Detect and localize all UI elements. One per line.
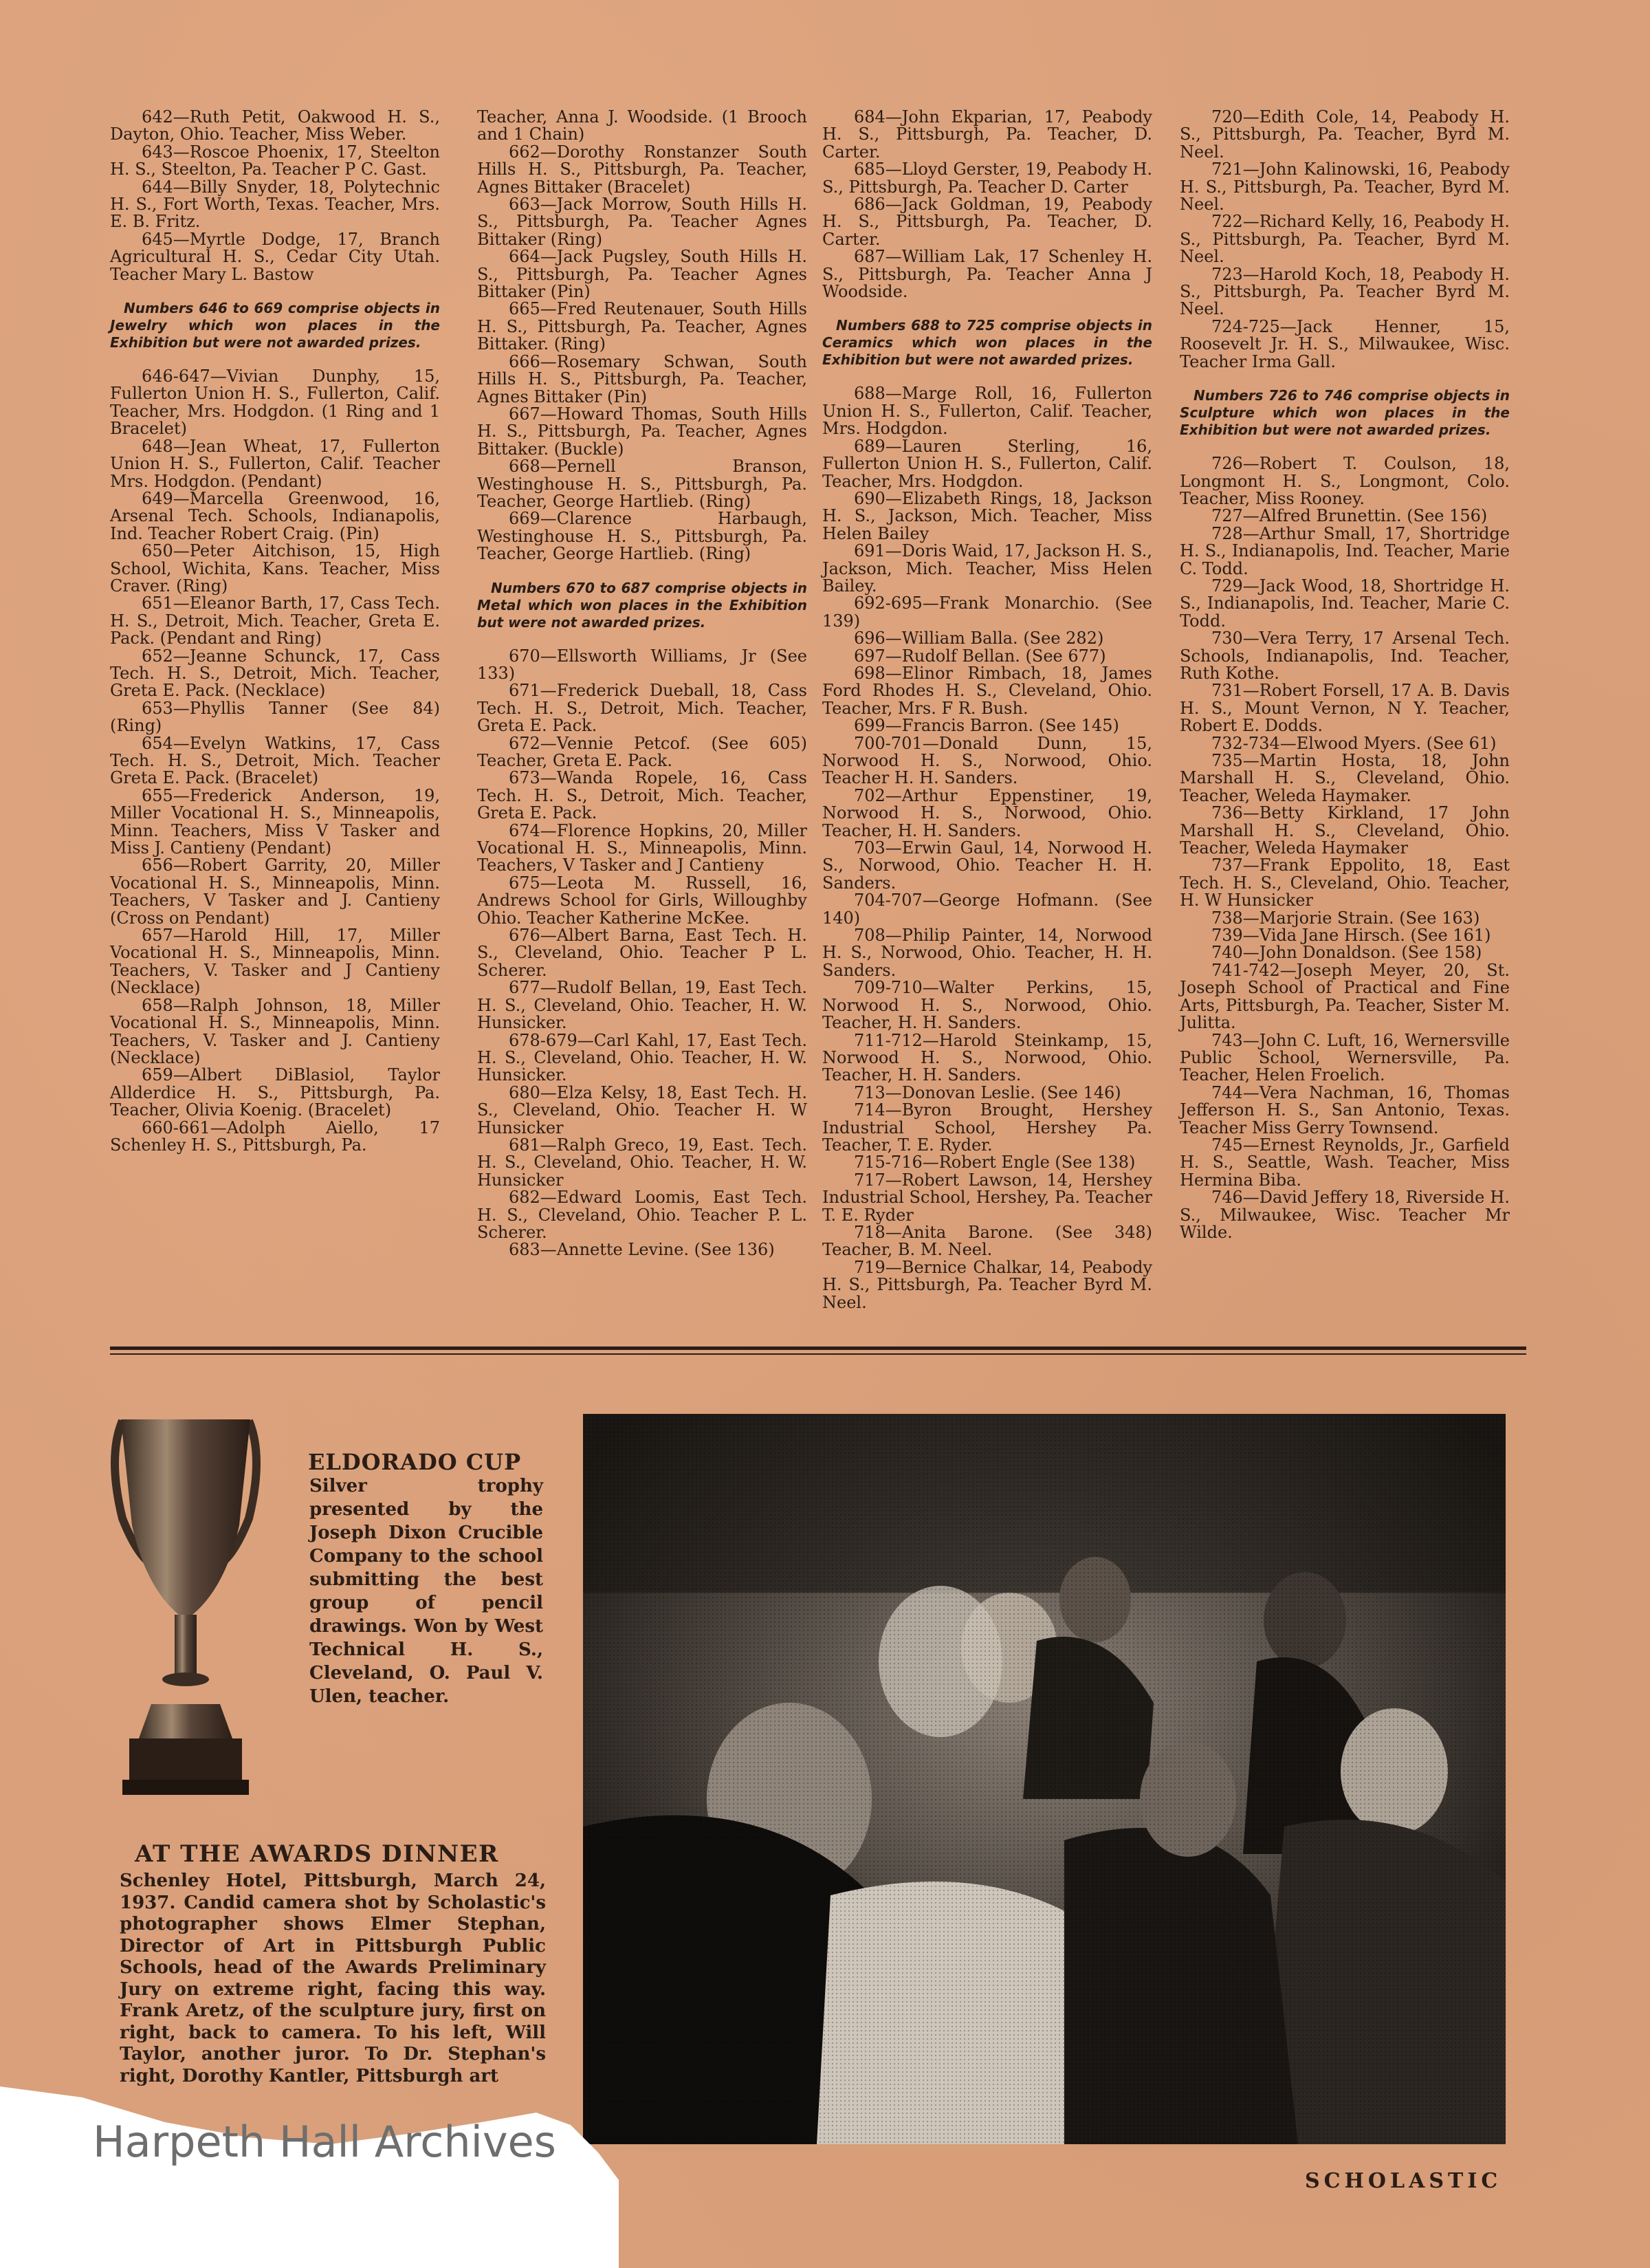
entry-listing: 735—Martin Hosta, 18, John Marshall H. S., Cleveland, Ohio. Teacher, Weleda Haymaker.	[1180, 751, 1510, 805]
listing-column-4	[1180, 109, 1510, 1241]
entry-listing: 728—Arthur Small, 17, Shortridge H. S., Indianapolis, Ind. Teacher, Marie C. Todd.	[1180, 523, 1510, 578]
entry-listing: 696—William Balla. (See 282)	[854, 629, 1104, 648]
dinner-caption-text: Schenley Hotel, Pittsburgh, March 24, 1937. Candid camera shot by Scholastic's photographer shows Elmer Stephan, Director of Art in Pittsburgh Public Schools, head of the Awards Preliminary Jury on extreme right, facing this way. Frank Aretz, of the sculpture jury, first on right, back to camera. To his left, Will Taylor, another juror. To Dr. Stephan's right, Dorothy Kantler, Pittsburgh art	[120, 1871, 546, 2086]
entry-listing: 732-734—Elwood Myers. (See 61)	[1211, 733, 1497, 753]
entry-listing: 671—Frederick Dueball, 18, Cass Tech. H. S., Detroit, Mich. Teacher, Greta E. Pack.	[477, 681, 807, 736]
entry-listing: 740—John Donaldson. (See 158)	[1211, 943, 1482, 963]
listing-column-3	[822, 109, 1152, 1311]
entry-listing: 654—Evelyn Watkins, 17, Cass Tech. H. S., Detroit, Mich. Teacher Greta E. Pack. (Bracelet)	[110, 733, 440, 788]
entry-listing: 681—Ralph Greco, 19, East. Tech. H. S., Cleveland, Ohio. Teacher, H. W. Hunsicker	[477, 1135, 807, 1190]
entry-listing: 713—Donovan Leslie. (See 146)	[854, 1082, 1121, 1102]
entry-listing: 717—Robert Lawson, 14, Hershey Industrial School, Hershey, Pa. Teacher T. E. Ryder	[822, 1170, 1152, 1225]
entry-listing: 680—Elza Kelsy, 18, East Tech. H. S., Cleveland, Ohio. Teacher H. W Hunsicker	[477, 1082, 807, 1137]
entry-listing: 704-707—George Hofmann. (See 140)	[822, 891, 1152, 928]
entry-listing: 743—John C. Luft, 16, Wernersville Public School, Wernersville, Pa. Teacher, Helen Froelich.	[1180, 1030, 1510, 1085]
entry-listing: 642—Ruth Petit, Oakwood H. S., Dayton, Ohio. Teacher, Miss Weber.	[110, 107, 440, 144]
entry-listing: 738—Marjorie Strain. (See 163)	[1211, 908, 1480, 928]
trophy-cup-photo	[102, 1415, 270, 1807]
entry-listing: 673—Wanda Ropele, 16, Cass Tech. H. S., Detroit, Mich. Teacher, Greta E. Pack.	[477, 768, 807, 823]
entry-listing: 686—Jack Goldman, 19, Peabody H. S., Pittsburgh, Pa. Teacher, D. Carter.	[822, 195, 1152, 249]
entry-listing: 678-679—Carl Kahl, 17, East Tech. H. S., Cleveland, Ohio. Teacher, H. W. Hunsicker.	[477, 1030, 807, 1085]
entry-listing: 667—Howard Thomas, South Hills H. S., Pittsburgh, Pa. Teacher, Agnes Bittaker. (Buckle)	[477, 404, 807, 459]
entry-listing: 645—Myrtle Dodge, 17, Branch Agricultural H. S., Cedar City Utah. Teacher Mary L. Bastow	[110, 229, 440, 284]
entry-listing: 690—Elizabeth Rings, 18, Jackson H. S., Jackson, Mich. Teacher, Miss Helen Bailey	[822, 488, 1152, 543]
entry-listing: 672—Vennie Petcof. (See 605) Teacher, Greta E. Pack.	[477, 733, 807, 770]
entry-listing: 709-710—Walter Perkins, 15, Norwood H. S., Norwood, Ohio. Teacher, H. H. Sanders.	[822, 978, 1152, 1033]
entry-listing: 711-712—Harold Steinkamp, 15, Norwood H. S., Norwood, Ohio. Teacher, H. H. Sanders.	[822, 1030, 1152, 1085]
entry-listing: 652—Jeanne Schunck, 17, Cass Tech. H. S., Detroit, Mich. Teacher, Greta E. Pack. (Necklace)	[110, 646, 440, 701]
awards-dinner-photo	[583, 1414, 1506, 2144]
listing-column-2	[477, 109, 807, 1259]
entry-listing: 670—Ellsworth Williams, Jr (See 133)	[477, 646, 807, 683]
entry-listing: 649—Marcella Greenwood, 16, Arsenal Tech. Schools, Indianapolis, Ind. Teacher Robert Craig. (Pin)	[110, 488, 440, 543]
entry-listing: 714—Byron Brought, Hershey Industrial School, Hershey Pa. Teacher, T. E. Ryder.	[822, 1100, 1152, 1155]
entry-listing: 745—Ernest Reynolds, Jr., Garfield H. S., Seattle, Wash. Teacher, Miss Hermina Biba.	[1180, 1135, 1510, 1190]
entry-listing: 718—Anita Barone. (See 348) Teacher, B. M. Neel.	[822, 1222, 1152, 1260]
entry-listing: 650—Peter Aitchison, 15, High School, Wichita, Kans. Teacher, Miss Craver. (Ring)	[110, 541, 440, 596]
cup-caption-title: ELDORADO CUP	[308, 1449, 522, 1475]
entry-listing: 698—Elinor Rimbach, 18, James Ford Rhodes H. S., Cleveland, Ohio. Teacher, Mrs. F R. Bush.	[822, 663, 1152, 718]
section-divider-thick	[110, 1346, 1526, 1350]
entry-listing: 687—William Lak, 17 Schenley H. S., Pittsburgh, Pa. Teacher Anna J Woodside.	[822, 247, 1152, 302]
entry-listing: 648—Jean Wheat, 17, Fullerton Union H. S., Fullerton, Calif. Teacher Mrs. Hodgdon. (Pendant)	[110, 436, 440, 491]
entry-listing: 644—Billy Snyder, 18, Polytechnic H. S., Fort Worth, Texas. Teacher, Mrs. E. B. Fritz.	[110, 177, 440, 232]
entry-listing: 664—Jack Pugsley, South Hills H. S., Pittsburgh, Pa. Teacher Agnes Bittaker (Pin)	[477, 247, 807, 302]
entry-listing: Teacher, Anna J. Woodside. (1 Brooch and 1 Chain)	[477, 107, 807, 144]
entry-listing: 729—Jack Wood, 18, Shortridge H. S., Indianapolis, Ind. Teacher, Marie C. Todd.	[1180, 576, 1510, 631]
entry-listing: 665—Fred Reutenauer, South Hills H. S., Pittsburgh, Pa. Teacher, Agnes Bittaker. (Ring)	[477, 299, 807, 354]
entry-listing: 715-716—Robert Engle (See 138)	[854, 1153, 1136, 1173]
entry-listing: 739—Vida Jane Hirsch. (See 161)	[1211, 926, 1491, 946]
section-divider-thin	[110, 1353, 1526, 1355]
entry-listing: 697—Rudolf Bellan. (See 677)	[854, 646, 1106, 666]
entry-listing: 643—Roscoe Phoenix, 17, Steelton H. S., Steelton, Pa. Teacher P C. Gast.	[110, 142, 440, 179]
entry-listing: 674—Florence Hopkins, 20, Miller Vocational H. S., Minneapolis, Minn. Teachers, V Tasker and J Cantieny	[477, 820, 807, 875]
category-note: Numbers 670 to 687 comprise objects in Metal which won places in the Exhibition but were not awarded prizes.	[477, 579, 807, 631]
dinner-photo-scene	[583, 1414, 1506, 2144]
entry-listing: 724-725—Jack Henner, 15, Roosevelt Jr. H. S., Milwaukee, Wisc. Teacher Irma Gall.	[1180, 316, 1510, 371]
entry-listing: 651—Eleanor Barth, 17, Cass Tech. H. S., Detroit, Mich. Teacher, Greta E. Pack. (Pendant and Ring)	[110, 593, 440, 648]
entry-listing: 744—Vera Nachman, 16, Thomas Jefferson H. S., San Antonio, Texas. Teacher Miss Gerry Townsend.	[1180, 1082, 1510, 1137]
entry-listing: 646-647—Vivian Dunphy, 15, Fullerton Union H. S., Fullerton, Calif. Teacher, Mrs. Hodgdon. (1 Ring and 1 Bracelet)	[110, 367, 440, 439]
entry-listing: 658—Ralph Johnson, 18, Miller Vocational H. S., Minneapolis, Minn. Teachers, V. Tasker and J. Cantieny (Necklace)	[110, 995, 440, 1067]
entry-listing: 684—John Ekparian, 17, Peabody H. S., Pittsburgh, Pa. Teacher, D. Carter.	[822, 107, 1152, 162]
entry-listing: 677—Rudolf Bellan, 19, East Tech. H. S., Cleveland, Ohio. Teacher, H. W. Hunsicker.	[477, 978, 807, 1033]
entry-listing: 741-742—Joseph Meyer, 20, St. Joseph School of Practical and Fine Arts, Pittsburgh, Pa. Teacher, Sister M. Julitta.	[1180, 960, 1510, 1033]
entry-listing: 653—Phyllis Tanner (See 84) (Ring)	[110, 698, 440, 736]
entry-listing: 702—Arthur Eppenstiner, 19, Norwood H. S., Norwood, Ohio. Teacher, H. H. Sanders.	[822, 785, 1152, 840]
entry-listing: 700-701—Donald Dunn, 15, Norwood H. S., Norwood, Ohio. Teacher H. H. Sanders.	[822, 733, 1152, 788]
entry-listing: 682—Edward Loomis, East Tech. H. S., Cleveland, Ohio. Teacher P. L. Scherer.	[477, 1188, 807, 1242]
entry-listing: 730—Vera Terry, 17 Arsenal Tech. Schools, Indianapolis, Ind. Teacher, Ruth Kothe.	[1180, 629, 1510, 683]
entry-listing: 691—Doris Waid, 17, Jackson H. S., Jackson, Mich. Teacher, Miss Helen Bailey.	[822, 541, 1152, 596]
entry-listing: 656—Robert Garrity, 20, Miller Vocational H. S., Minneapolis, Minn. Teachers, V Tasker and J. Cantieny (Cross on Pendant)	[110, 855, 440, 928]
entry-listing: 683—Annette Levine. (See 136)	[509, 1240, 775, 1260]
entry-listing: 657—Harold Hill, 17, Miller Vocational H. S., Minneapolis, Minn. Teachers, V. Tasker and J Cantieny (Necklace)	[110, 926, 440, 998]
entry-listing: 722—Richard Kelly, 16, Peabody H. S., Pittsburgh, Pa. Teacher, Byrd M. Neel.	[1180, 212, 1510, 267]
category-note: Numbers 646 to 669 comprise objects in Jewelry which won places in the Exhibition but were not awarded prizes.	[110, 300, 440, 351]
entry-listing: 676—Albert Barna, East Tech. H. S., Cleveland, Ohio. Teacher P L. Scherer.	[477, 926, 807, 980]
entry-listing: 703—Erwin Gaul, 14, Norwood H. S., Norwood, Ohio. Teacher H. H. Sanders.	[822, 838, 1152, 893]
entry-listing: 736—Betty Kirkland, 17 John Marshall H. S., Cleveland, Ohio. Teacher, Weleda Haymaker	[1180, 803, 1510, 858]
entry-listing: 692-695—Frank Monarchio. (See 139)	[822, 593, 1152, 631]
listing-column-1	[110, 109, 440, 1154]
entry-listing: 663—Jack Morrow, South Hills H. S., Pittsburgh, Pa. Teacher Agnes Bittaker (Ring)	[477, 195, 807, 249]
entry-listing: 660-661—Adolph Aiello, 17 Schenley H. S., Pittsburgh, Pa.	[110, 1117, 440, 1155]
category-note: Numbers 726 to 746 comprise objects in Sculpture which won places in the Exhibition but were not awarded prizes.	[1180, 387, 1510, 439]
cup-caption-text: Silver trophy presented by the Joseph Dixon Crucible Company to the school submitting the best group of pencil drawings. Won by West Technical H. S., Cleveland, O. Paul V. Ulen, teacher.	[309, 1476, 543, 1707]
page-footer-publication: SCHOLASTIC	[1305, 2169, 1502, 2193]
entry-listing: 727—Alfred Brunettin. (See 156)	[1211, 506, 1488, 526]
entry-listing: 723—Harold Koch, 18, Peabody H. S., Pittsburgh, Pa. Teacher Byrd M. Neel.	[1180, 264, 1510, 319]
entry-listing: 659—Albert DiBlasiol, Taylor Allderdice H. S., Pittsburgh, Pa. Teacher, Olivia Koenig. (Bracelet)	[110, 1065, 440, 1120]
entry-listing: 669—Clarence Harbaugh, Westinghouse H. S., Pittsburgh, Pa. Teacher, George Hartlieb. (Ring)	[477, 509, 807, 564]
entry-listing: 655—Frederick Anderson, 19, Miller Vocational H. S., Minneapolis, Minn. Teachers, Miss V Tasker and Miss J. Cantieny (Pendant)	[110, 785, 440, 858]
entry-listing: 662—Dorothy Ronstanzer South Hills H. S., Pittsburgh, Pa. Teacher, Agnes Bittaker (Bracelet)	[477, 142, 807, 197]
entry-listing: 666—Rosemary Schwan, South Hills H. S., Pittsburgh, Pa. Teacher, Agnes Bittaker (Pin)	[477, 351, 807, 406]
archive-watermark: Harpeth Hall Archives	[93, 2117, 556, 2167]
entry-listing: 708—Philip Painter, 14, Norwood H. S., Norwood, Ohio. Teacher, H. H. Sanders.	[822, 926, 1152, 980]
category-note: Numbers 688 to 725 comprise objects in Ceramics which won places in the Exhibition but were not awarded prizes.	[822, 317, 1152, 369]
entry-listing: 668—Pernell Branson, Westinghouse H. S., Pittsburgh, Pa. Teacher, George Hartlieb. (Ring)	[477, 457, 807, 511]
entry-listing: 688—Marge Roll, 16, Fullerton Union H. S., Fullerton, Calif. Teacher, Mrs. Hodgdon.	[822, 384, 1152, 439]
entry-listing: 719—Bernice Chalkar, 14, Peabody H. S., Pittsburgh, Pa. Teacher Byrd M. Neel.	[822, 1257, 1152, 1312]
dinner-caption-title: AT THE AWARDS DINNER	[135, 1840, 499, 1868]
entry-listing: 699—Francis Barron. (See 145)	[854, 716, 1119, 736]
entry-listing: 685—Lloyd Gerster, 19, Peabody H. S., Pittsburgh, Pa. Teacher D. Carter	[822, 160, 1152, 197]
entry-listing: 675—Leota M. Russell, 16, Andrews School for Girls, Willoughby Ohio. Teacher Katherine McKee.	[477, 873, 807, 928]
entry-listing: 721—John Kalinowski, 16, Peabody H. S., Pittsburgh, Pa. Teacher, Byrd M. Neel.	[1180, 160, 1510, 215]
entry-listing: 746—David Jeffery 18, Riverside H. S., Milwaukee, Wisc. Teacher Mr Wilde.	[1180, 1188, 1510, 1242]
entry-listing: 689—Lauren Sterling, 16, Fullerton Union H. S., Fullerton, Calif. Teacher, Mrs. Hodgdon.	[822, 436, 1152, 491]
entry-listing: 720—Edith Cole, 14, Peabody H. S., Pittsburgh, Pa. Teacher, Byrd M. Neel.	[1180, 107, 1510, 162]
entry-listing: 731—Robert Forsell, 17 A. B. Davis H. S., Mount Vernon, N Y. Teacher, Robert E. Dodds.	[1180, 681, 1510, 736]
entry-listing: 726—Robert T. Coulson, 18, Longmont H. S., Longmont, Colo. Teacher, Miss Rooney.	[1180, 454, 1510, 508]
entry-listing: 737—Frank Eppolito, 18, East Tech. H. S., Cleveland, Ohio. Teacher, H. W Hunsicker	[1180, 855, 1510, 911]
